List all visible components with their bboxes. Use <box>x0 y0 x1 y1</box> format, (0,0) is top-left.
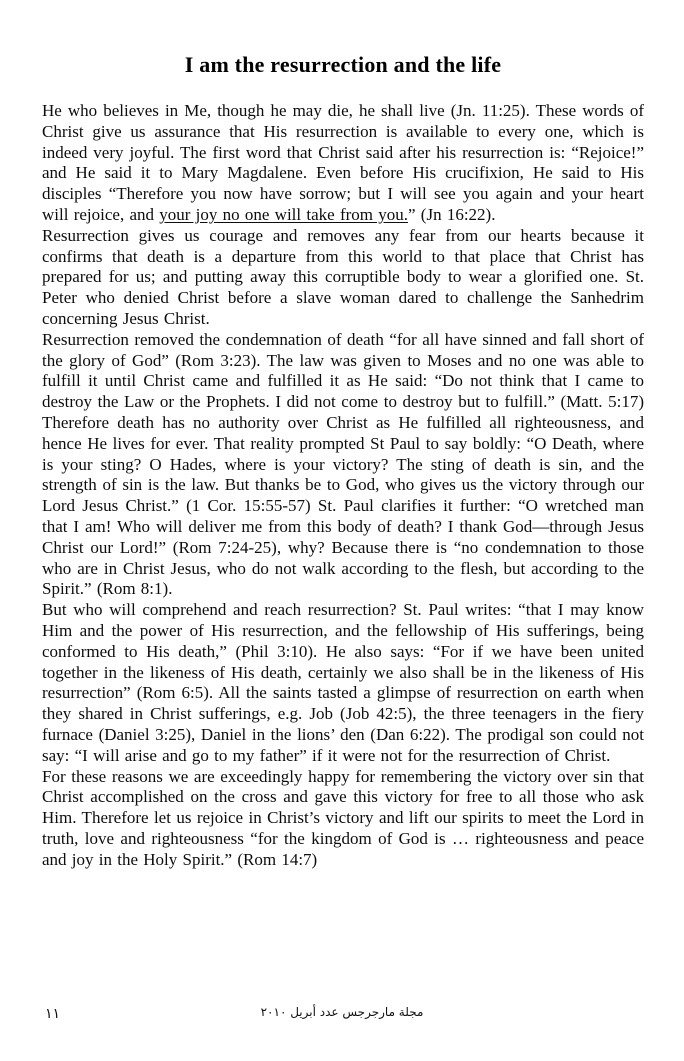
footer-journal-title: مجلة مارجرجس عدد أبريل ٢٠١٠ <box>260 1005 424 1019</box>
underlined-phrase: your joy no one will take from you. <box>159 204 408 224</box>
paragraph-2: Resurrection gives us courage and removes any fear from our hearts because it confirms that death is a departure from this world to that place that Christ has prepared for us; and putting away this corruptible body to wear a glorified one. St. Peter who denied Christ before a slave woman dared to challenge the Sanhedrim concerning Jesus Christ. <box>42 225 644 328</box>
page-title: I am the resurrection and the life <box>184 52 502 77</box>
paragraph-1 <box>42 101 644 226</box>
page-footer <box>0 1003 684 1029</box>
paragraph-1-text: He who believes in Me, though he may die, he shall live (Jn. 11:25). These words of Christ give us assurance that His resurrection is available to every one, which is indeed very joyful. The first word that Christ said after his resurrection is: “Rejoice!” and He said it to Mary Magdalene. Even before His crucifixion, He said to His disciples “Therefore you now have sorrow; but I will see you again and your heart will rejoice, and <box>42 101 644 224</box>
paragraph-1-citation: ” (Jn 16:22). <box>408 204 496 224</box>
paragraph-3: Resurrection removed the condemnation of death “for all have sinned and fall short of the glory of God” (Rom 3:23). The law was given to Moses and no one was able to fulfill it until Christ came and fulfilled it as He said: “Do not think that I came to destroy the Law or the Prophets. I did not come to destroy but to fulfill.” (Matt. 5:17) Therefore death has no authority over Christ as He fulfilled all righteousness, and hence He lives for ever. That reality prompted St Paul to say boldly: “O Death, where is your sting? O Hades, where is your victory? The sting of death is sin, and the strength of sin is the law. But thanks be to God, who gives us the victory through our Lord Jesus Christ.” (1 Cor. 15:55-57) St. Paul clarifies it further: “O wretched man that I am! Who will deliver me from this body of death? I thank God—through Jesus Christ our Lord!” (Rom 7:24-25), why? Because there is “no condemnation to those who are in Christ Jesus, who do not walk according to the flesh, but according to the Spirit.” (Rom 8:1). <box>42 329 644 599</box>
article-body <box>42 101 644 870</box>
paragraph-4: But who will comprehend and reach resurrection? St. Paul writes: “that I may know Him and the power of His resurrection, and the fellowship of His sufferings, being conformed to His death,” (Phil 3:10). He also says: “For if we have been united together in the likeness of His death, certainly we also shall be in the likeness of His resurrection” (Rom 6:5). All the saints tasted a glimpse of resurrection on earth when they shared in Christ sufferings, e.g. Job (Job 42:5), the three teenagers in the fiery furnace (Daniel 3:25), Daniel in the lions’ den (Dan 6:22). The prodigal son could not say: “I will arise and go to my father” if it were not for the resurrection of Christ. <box>42 600 644 765</box>
paragraph-5: For these reasons we are exceedingly happy for remembering the victory over sin that Christ accomplished on the cross and gave this victory for free to all those who ask Him. Therefore let us rejoice in Christ’s victory and lift our spirits to meet the Lord in truth, love and righteousness “for the kingdom of God is … righteousness and peace and joy in the Holy Spirit.” (Rom 14:7) <box>42 766 644 869</box>
page-number: ١١ <box>45 1006 61 1022</box>
